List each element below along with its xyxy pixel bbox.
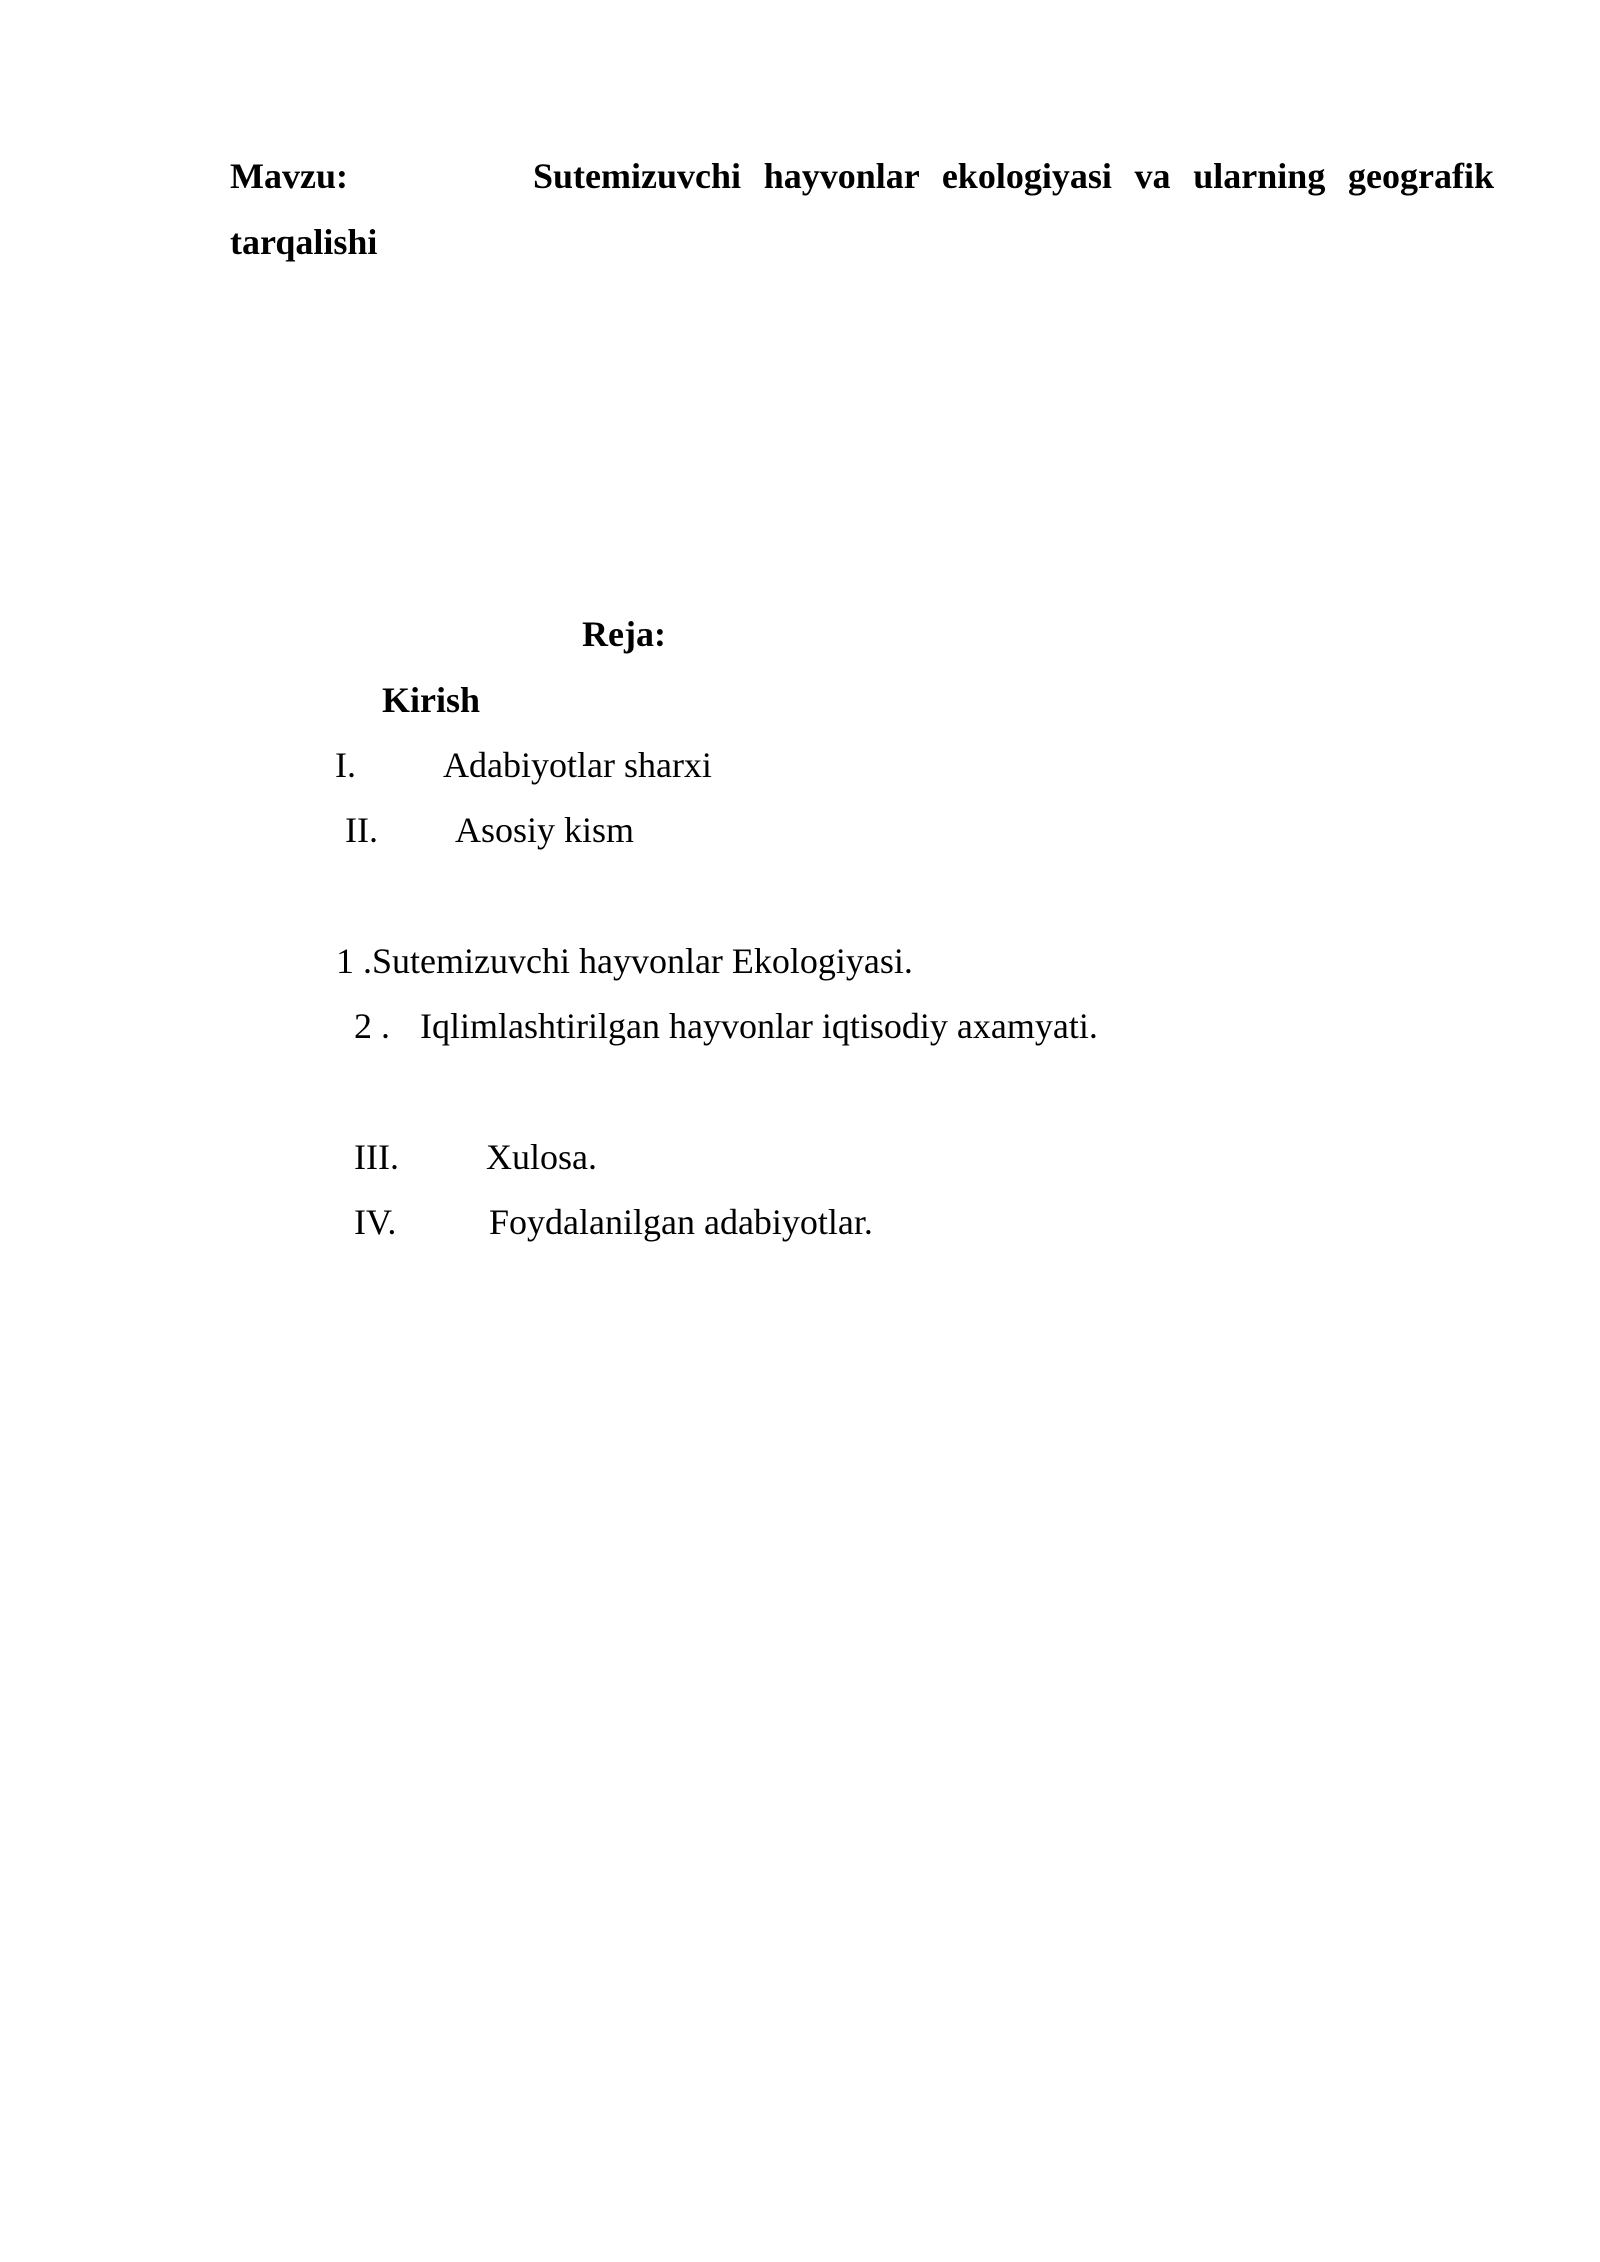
- topic-label: Mavzu:: [230, 156, 348, 196]
- plan-item-label: Adabiyotlar sharxi: [443, 745, 712, 785]
- plan-item-label: Asosiy kism: [455, 810, 635, 850]
- plan-subitem-label: Iqlimlashtirilgan hayvonlar iqtisodiy axamyati.: [420, 1006, 1098, 1046]
- plan-subitem-number: 2 .: [354, 1006, 390, 1046]
- plan-item-number: II.: [345, 810, 378, 850]
- plan-item-label: Xulosa.: [486, 1137, 597, 1177]
- plan-intro: Kirish: [382, 680, 481, 720]
- topic-title-line-1: Sutemizuvchi hayvonlar ekologiyasi va ularning geografik: [533, 156, 1494, 196]
- topic-title-line-2: tarqalishi: [230, 222, 378, 262]
- plan-heading: Reja:: [582, 614, 666, 654]
- plan-item-label: Foydalanilgan adabiyotlar.: [489, 1202, 873, 1242]
- plan-item-number: III.: [354, 1137, 399, 1177]
- plan-item-number: IV.: [354, 1202, 397, 1242]
- plan-item-number: I.: [335, 745, 356, 785]
- plan-subitem-text: 1 .Sutemizuvchi hayvonlar Ekologiyasi.: [336, 941, 913, 981]
